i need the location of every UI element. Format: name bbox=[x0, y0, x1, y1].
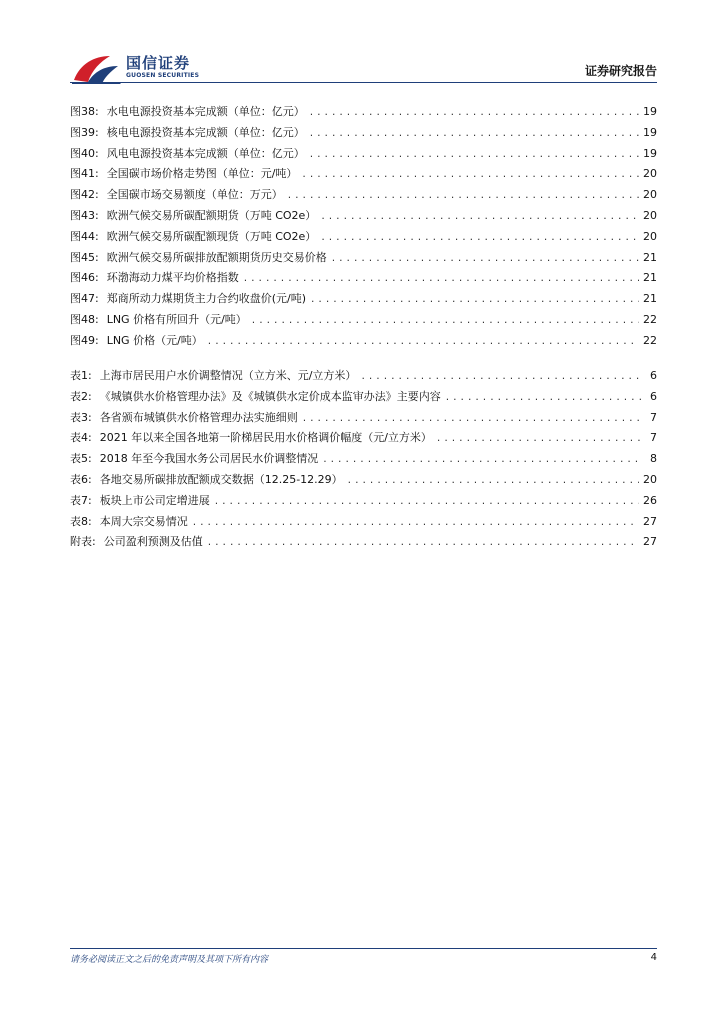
toc-figure-title: 全国碳市场价格走势图（单位：元/吨） bbox=[106, 167, 298, 181]
header-divider bbox=[70, 82, 657, 83]
toc-page-number: 8 bbox=[650, 452, 657, 466]
toc-figure-number: 图41: bbox=[70, 167, 99, 181]
toc-figure-title: LNG 价格有所回升（元/吨） bbox=[106, 312, 247, 326]
toc-page-number: 21 bbox=[643, 271, 657, 285]
toc-leader-dots bbox=[436, 429, 641, 450]
toc-page-number: 27 bbox=[643, 535, 657, 549]
toc-leader-dots bbox=[309, 145, 639, 166]
toc-page-number: 19 bbox=[643, 125, 657, 139]
toc-leader-dots bbox=[214, 492, 639, 513]
toc-leader-dots bbox=[320, 228, 639, 249]
toc-row[interactable] bbox=[70, 512, 657, 533]
toc-leader-dots bbox=[301, 165, 639, 186]
toc-leader-dots bbox=[207, 533, 639, 554]
toc-figure-number: 图49: bbox=[70, 333, 99, 347]
toc-row[interactable] bbox=[70, 387, 657, 408]
figure-list bbox=[70, 102, 657, 352]
toc-leader-dots bbox=[320, 207, 639, 228]
toc-row[interactable] bbox=[70, 428, 657, 449]
toc-figure-number: 图38: bbox=[70, 105, 99, 118]
toc-table-title: 上海市居民用户水价调整情况（立方米、元/立方米） bbox=[99, 369, 357, 382]
toc-leader-dots bbox=[302, 409, 641, 430]
toc-page-number: 20 bbox=[643, 472, 657, 486]
table-list bbox=[70, 366, 657, 553]
guosen-logo-mark-icon bbox=[70, 50, 126, 86]
toc-leader-dots bbox=[251, 311, 639, 332]
toc-page-number: 27 bbox=[643, 514, 657, 528]
toc-figure-number: 图40: bbox=[70, 146, 99, 160]
toc-leader-dots bbox=[331, 249, 639, 270]
toc-leader-dots bbox=[347, 471, 639, 492]
toc-table-title: 《城镇供水价格管理办法》及《城镇供水定价成本监审办法》主要内容 bbox=[99, 389, 441, 403]
toc-figure-number: 图43: bbox=[70, 208, 99, 222]
toc-figure-title: 风电电源投资基本完成额（单位：亿元） bbox=[106, 146, 305, 160]
toc-figure-title: 郑商所动力煤期货主力合约收盘价(元/吨) bbox=[106, 292, 306, 306]
toc-table-title: 板块上市公司定增进展 bbox=[99, 493, 210, 507]
toc-row[interactable] bbox=[70, 185, 657, 206]
toc-row[interactable] bbox=[70, 331, 657, 352]
toc-row[interactable] bbox=[70, 366, 657, 387]
toc-figure-number: 图46: bbox=[70, 271, 99, 285]
toc-table-number: 表7: bbox=[70, 493, 92, 507]
toc-page-number: 7 bbox=[650, 410, 657, 424]
toc-table-number: 表5: bbox=[70, 452, 92, 466]
toc-page-number: 7 bbox=[650, 431, 657, 445]
toc-page-number: 20 bbox=[643, 229, 657, 243]
toc-row[interactable] bbox=[70, 289, 657, 310]
toc-row[interactable] bbox=[70, 206, 657, 227]
toc-row[interactable] bbox=[70, 449, 657, 470]
toc-page-number: 20 bbox=[643, 188, 657, 202]
toc-leader-dots bbox=[360, 367, 641, 388]
toc-table-title: 公司盈利预测及估值 bbox=[103, 535, 203, 549]
toc-figure-number: 图44: bbox=[70, 229, 99, 243]
toc-figure-number: 图47: bbox=[70, 292, 99, 306]
toc-page-number: 6 bbox=[650, 389, 657, 403]
toc-leader-dots bbox=[287, 186, 639, 207]
toc-figure-title: 水电电源投资基本完成额（单位：亿元） bbox=[106, 105, 305, 118]
toc-figure-number: 图45: bbox=[70, 250, 99, 264]
toc-figure-title: LNG 价格（元/吨） bbox=[106, 333, 203, 347]
toc-page-number: 21 bbox=[643, 250, 657, 264]
toc-leader-dots bbox=[243, 269, 639, 290]
toc-table-number: 表2: bbox=[70, 389, 92, 403]
toc-page-number: 22 bbox=[643, 333, 657, 347]
toc-page-number: 20 bbox=[643, 208, 657, 222]
toc-leader-dots bbox=[309, 124, 639, 145]
toc-row[interactable] bbox=[70, 532, 657, 553]
toc-table-title: 2021 年以来全国各地第一阶梯居民用水价格调价幅度（元/立方米） bbox=[99, 431, 432, 445]
toc-table-number: 表8: bbox=[70, 514, 92, 528]
toc-row[interactable] bbox=[70, 102, 657, 123]
toc-leader-dots bbox=[322, 450, 641, 471]
toc-leader-dots bbox=[445, 388, 641, 409]
toc-table-number: 表1: bbox=[70, 369, 92, 382]
toc-figure-number: 图39: bbox=[70, 125, 99, 139]
logo-chinese-name: 国信证券 bbox=[126, 54, 191, 72]
toc-row[interactable] bbox=[70, 248, 657, 269]
toc-table-number: 表3: bbox=[70, 410, 92, 424]
toc-leader-dots bbox=[310, 290, 639, 311]
toc-figure-title: 环渤海动力煤平均价格指数 bbox=[106, 271, 239, 285]
guosen-logo bbox=[70, 50, 210, 86]
toc-row[interactable] bbox=[70, 408, 657, 429]
logo-english-name: GUOSEN SECURITIES bbox=[126, 72, 200, 79]
page-number: 4 bbox=[650, 952, 657, 963]
toc-table-number: 附表: bbox=[70, 535, 96, 549]
toc-row[interactable] bbox=[70, 470, 657, 491]
toc-page-number: 6 bbox=[650, 369, 657, 382]
toc-table-number: 表6: bbox=[70, 472, 92, 486]
toc-row[interactable] bbox=[70, 144, 657, 165]
report-type-label: 证券研究报告 bbox=[584, 64, 657, 78]
toc-table-title: 2018 年至今我国水务公司居民水价调整情况 bbox=[99, 452, 319, 466]
toc-figure-title: 全国碳市场交易额度（单位：万元） bbox=[106, 188, 283, 202]
toc-page-number: 19 bbox=[643, 105, 657, 118]
footer-divider bbox=[70, 948, 657, 949]
toc-leader-dots bbox=[207, 332, 639, 353]
toc-page-number: 26 bbox=[643, 493, 657, 507]
toc-figure-title: 核电电源投资基本完成额（单位：亿元） bbox=[106, 125, 305, 139]
toc-page-number: 19 bbox=[643, 146, 657, 160]
footer-disclaimer: 请务必阅读正文之后的免责声明及其项下所有内容 bbox=[70, 955, 269, 965]
toc-page-number: 21 bbox=[643, 292, 657, 306]
toc-table-title: 本周大宗交易情况 bbox=[99, 514, 188, 528]
toc-row[interactable] bbox=[70, 268, 657, 289]
toc-table-number: 表4: bbox=[70, 431, 92, 445]
toc-row[interactable] bbox=[70, 123, 657, 144]
toc-leader-dots bbox=[192, 513, 639, 534]
toc-row[interactable] bbox=[70, 310, 657, 331]
toc-figure-title: 欧洲气候交易所碳配额现货（万吨 CO2e） bbox=[106, 229, 317, 243]
toc-table-title: 各地交易所碳排放配额成交数据（12.25-12.29） bbox=[99, 472, 343, 486]
page-header bbox=[0, 0, 724, 90]
toc-row[interactable] bbox=[70, 491, 657, 512]
toc-table-title: 各省颁布城镇供水价格管理办法实施细则 bbox=[99, 410, 298, 424]
toc-row[interactable] bbox=[70, 164, 657, 185]
toc-leader-dots bbox=[309, 103, 639, 124]
toc-figure-number: 图48: bbox=[70, 312, 99, 326]
toc-figure-title: 欧洲气候交易所碳配额期货（万吨 CO2e） bbox=[106, 208, 317, 222]
toc-page-number: 20 bbox=[643, 167, 657, 181]
toc-figure-title: 欧洲气候交易所碳排放配额期货历史交易价格 bbox=[106, 250, 327, 264]
toc-figure-number: 图42: bbox=[70, 188, 99, 202]
toc-row[interactable] bbox=[70, 227, 657, 248]
toc-page-number: 22 bbox=[643, 312, 657, 326]
